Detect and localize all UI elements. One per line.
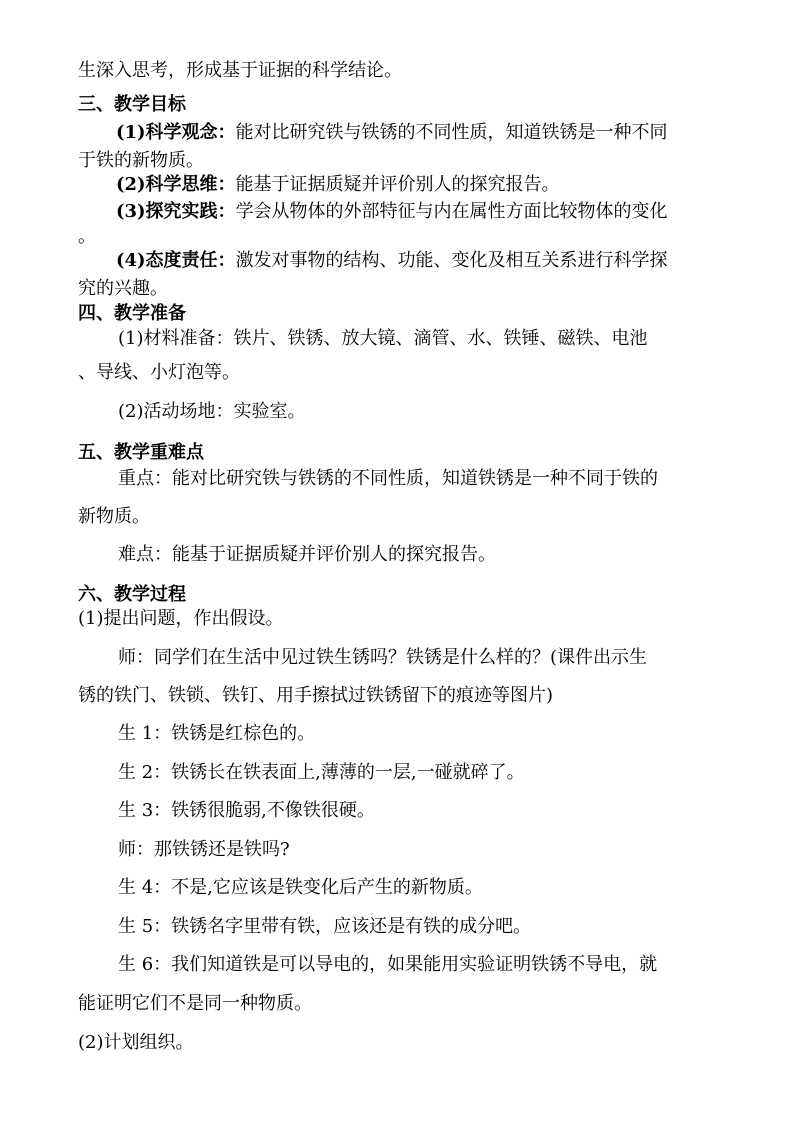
goal-label: (1)科学观念：: [116, 122, 236, 143]
difficult-point: 难点：能基于证据质疑并评价别人的探究报告。: [118, 544, 496, 565]
paragraph-line: 生深入思考，形成基于证据的科学结论。: [78, 60, 402, 81]
student-line: 生 5：铁锈名字里带有铁，应该还是有铁的成分吧。: [118, 916, 532, 937]
goal-text: 能对比研究铁与铁锈的不同性质，知道铁锈是一种不同: [235, 122, 668, 143]
section-heading-preparation: 四、教学准备: [78, 303, 186, 324]
goal-item-1-cont: 于铁的新物质。: [78, 150, 204, 171]
process-step-2: (2)计划组织。: [78, 1032, 194, 1053]
goal-text: 学会从物体的外部特征与内在属性方面比较物体的变化: [235, 201, 668, 222]
teacher-line: 师：同学们在生活中见过铁生锈吗？铁锈是什么样的？(课件出示生: [118, 647, 648, 668]
teacher-line-cont: 锈的铁门、铁锁、铁钉、用手擦拭过铁锈留下的痕迹等图片): [78, 685, 554, 706]
section-heading-goals: 三、教学目标: [78, 94, 186, 115]
goal-text: 能基于证据质疑并评价别人的探究报告。: [235, 174, 560, 195]
section-heading-keypoints: 五、教学重难点: [78, 442, 204, 463]
student-line: 生 6：我们知道铁是可以导电的，如果能用实验证明铁锈不导电，就: [118, 954, 658, 975]
prep-item-1-cont: 、导线、小灯泡等。: [78, 362, 240, 383]
prep-item-1: (1)材料准备：铁片、铁锈、放大镜、滴管、水、铁锤、磁铁、电池: [118, 328, 648, 349]
goal-label: (4)态度责任：: [116, 250, 236, 271]
goal-label: (3)探究实践：: [116, 201, 236, 222]
student-line: 生 4：不是,它应该是铁变化后产生的新物质。: [118, 877, 483, 898]
student-line: 生 1：铁锈是红棕色的。: [118, 723, 316, 744]
student-line: 生 2：铁锈长在铁表面上,薄薄的一层,一碰就碎了。: [118, 762, 525, 783]
key-point-cont: 新物质。: [78, 506, 150, 527]
goal-label: (2)科学思维：: [116, 174, 236, 195]
teacher-line: 师：那铁锈还是铁吗?: [118, 839, 290, 860]
prep-item-2: (2)活动场地：实验室。: [118, 401, 306, 422]
process-step-1: (1)提出问题，作出假设。: [78, 608, 284, 629]
student-line: 生 3：铁锈很脆弱,不像铁很硬。: [118, 800, 375, 821]
student-line-cont: 能证明它们不是同一种物质。: [78, 993, 312, 1014]
goal-item-3-cont: 。: [78, 226, 96, 247]
goal-item-4-cont: 究的兴趣。: [78, 278, 168, 299]
section-heading-process: 六、教学过程: [78, 584, 186, 605]
key-point: 重点：能对比研究铁与铁锈的不同性质，知道铁锈是一种不同于铁的: [118, 468, 658, 489]
goal-text: 激发对事物的结构、功能、变化及相互关系进行科学探: [235, 250, 668, 271]
